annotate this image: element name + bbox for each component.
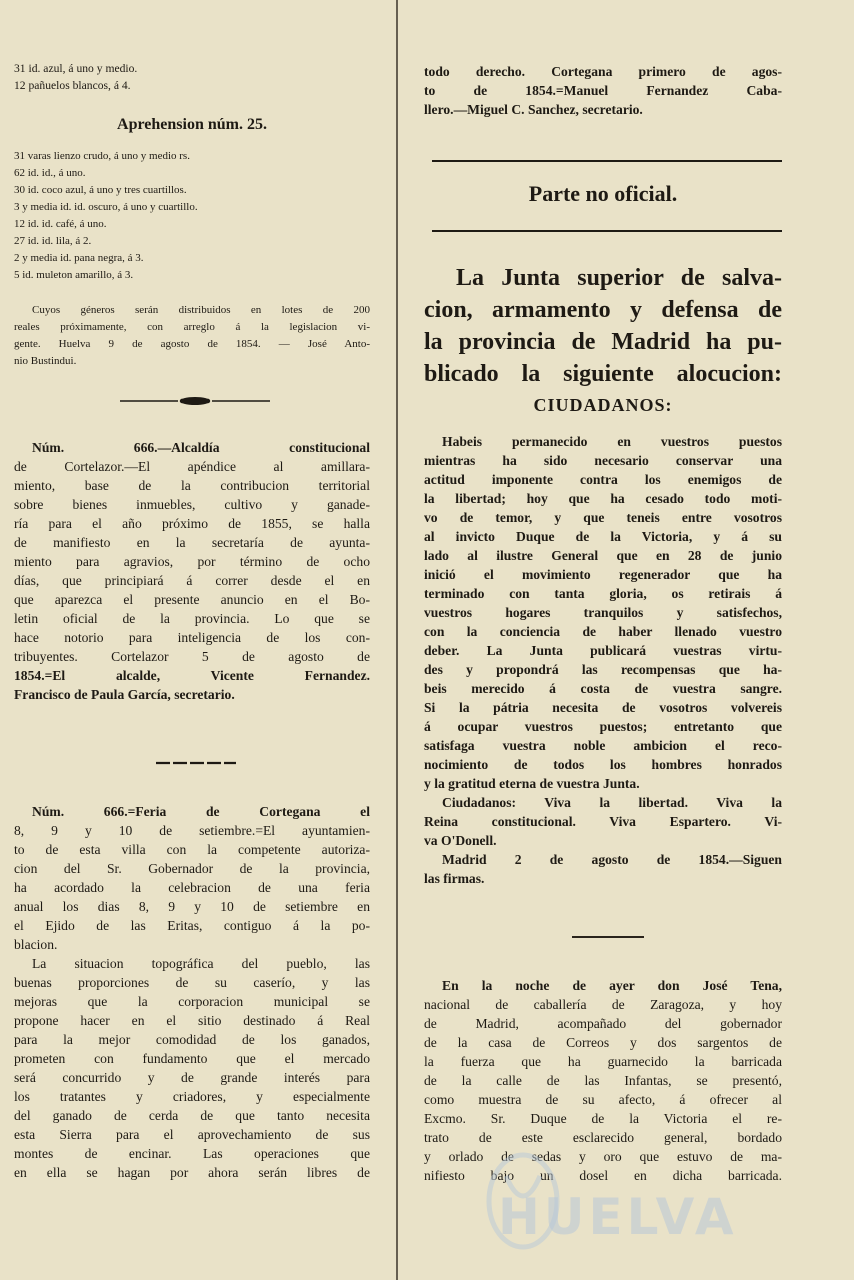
aprehension-note	[14, 302, 370, 370]
proclamation-line: á ocupar vuestros puestos; entretanto que	[424, 719, 782, 734]
notice-line: ha acordado la celebracion de una feria	[14, 880, 370, 895]
notice-line: montes de encinar. Las operaciones que	[14, 1146, 370, 1161]
section-rule-top	[432, 160, 782, 162]
list-item: 12 id. id. café, á uno.	[14, 218, 107, 230]
notice-line: hace notorio para inteligencia de los con-	[14, 630, 370, 645]
note-line: reales próximamente, con arreglo á la legislacion vi-	[14, 321, 370, 333]
notice-line: de manifiesto en la secretaría de ayunta-	[14, 535, 370, 550]
proclamation-line: con la conciencia de haber llenado vuestro	[424, 624, 782, 639]
notice-cortelazor	[14, 438, 370, 704]
signoff-line: Madrid 2 de agosto de 1854.—Siguen	[442, 852, 782, 867]
notice-line: esta Sierra para el aprovechamiento de sus	[14, 1127, 370, 1142]
short-divider	[156, 758, 236, 768]
notice-line: que aparezca el presente anuncio en el Bo-	[14, 592, 370, 607]
notice-line: anual los dias 8, 9 y 10 de setiembre en	[14, 899, 370, 914]
proclamation	[424, 432, 782, 888]
list-item: 27 id. id. lila, á 2.	[14, 235, 92, 247]
notice-line: buenas proporciones de su caserío, y las	[14, 975, 370, 990]
news-line: trato de este esclarecido general, bordado	[424, 1130, 782, 1145]
notice-line: miento, base de la contribucion territorial	[14, 478, 370, 493]
notice-line: La situacion topográfica del pueblo, las	[32, 956, 370, 971]
signoff-line: las firmas.	[424, 871, 485, 886]
proclamation-line: satisfaga vuestra noble ambicion el reco-	[424, 738, 782, 753]
headline-line: cion, armamento y defensa de	[424, 297, 782, 323]
notice-line: en ella se hagan por ahora serán libres de	[14, 1165, 370, 1180]
notice-line: miento para agravios, por término de ocho	[14, 554, 370, 569]
news-line: nifiesto bajo un dosel en dicha barricada.	[424, 1168, 782, 1183]
proclamation-line: nocimiento de todos los hombres honrados	[424, 757, 782, 772]
news-line: como muestra de su afecto, á ofrecer al	[424, 1092, 782, 1107]
news-line: de Madrid, acompañado del gobernador	[424, 1016, 782, 1031]
notice-line: to de esta villa con la competente autoriza-	[14, 842, 370, 857]
notice-line: los tratantes y criadores, y especialmente	[14, 1089, 370, 1104]
notice-line: 1854.=El alcalde, Vicente Fernandez.	[14, 668, 370, 683]
proclamation-line: lado al ilustre General que en 28 de junio	[424, 548, 782, 563]
list-item: 31 varas lienzo crudo, á uno y medio rs.	[14, 150, 190, 162]
notice-line: todo derecho. Cortegana primero de agos-	[424, 64, 782, 79]
notice-line: propone hacer en el sitio destinado á Real	[14, 1013, 370, 1028]
list-item: 62 id. id., á uno.	[14, 167, 86, 179]
cheers-line: Ciudadanos: Viva la libertad. Viva la	[442, 795, 782, 810]
salutation-block	[424, 392, 782, 418]
notice-line: llero.—Miguel C. Sanchez, secretario.	[424, 102, 643, 117]
list-line: 12 pañuelos blancos, á 4.	[14, 79, 131, 92]
notice-line: ría para el año próximo de 1855, se halla	[14, 516, 370, 531]
notice-line: cion del Sr. Gobernador de la provincia,	[14, 861, 370, 876]
notice-line: 8, 9 y 10 de setiembre.=El ayuntamien-	[14, 823, 370, 838]
news-line: En la noche de ayer don José Tena,	[442, 978, 782, 993]
junta-headline	[424, 262, 782, 390]
short-rule	[572, 936, 644, 938]
notice-line: será concurrido y de grande interés para	[14, 1070, 370, 1085]
notice-line: prometen con fundamento que el mercado	[14, 1051, 370, 1066]
ornament-divider	[120, 396, 270, 406]
notice-line: letin oficial de la provincia. Lo que se	[14, 611, 370, 626]
proclamation-line: des y propondrá las recompensas que ha-	[424, 662, 782, 677]
proclamation-line: al invicto Duque de la Victoria, y á su	[424, 529, 782, 544]
proclamation-line: Si la pátria necesita de vosotros volvereis	[424, 700, 782, 715]
proclamation-line: y la gratitud eterna de vuestra Junta.	[424, 776, 640, 791]
cheers-line: Reina constitucional. Viva Espartero. Vi-	[424, 814, 782, 829]
proclamation-line: la libertad; hoy que ha cesado todo moti-	[424, 491, 782, 506]
headline-line: la provincia de Madrid ha pu-	[424, 329, 782, 355]
goods-list-top	[14, 60, 370, 94]
proclamation-line: beis merecido á costa de vuestra sangre.	[424, 681, 782, 696]
notice-line: días, que principiará á correr desde el en	[14, 573, 370, 588]
list-item: 30 id. coco azul, á uno y tres cuartillos.	[14, 184, 187, 196]
proclamation-line: terminado con tanta gloria, os retirais á	[424, 586, 782, 601]
notice-line: de Cortelazor.—El apéndice al amillara-	[14, 459, 370, 474]
proclamation-line: Habeis permanecido en vuestros puestos	[442, 434, 782, 449]
news-line: Excmo. Sr. Duque de la Victoria el re-	[424, 1111, 782, 1126]
headline-line: La Junta superior de salva-	[456, 265, 782, 291]
notice-line: el Ejido de las Eritas, contiguo á la po-	[14, 918, 370, 933]
right-column	[424, 0, 782, 1280]
news-line: la fuerza que ha guarnecido la barricada	[424, 1054, 782, 1069]
watermark-text: HUELVA	[498, 1188, 738, 1246]
note-line: gente. Huelva 9 de agosto de 1854. — José Anto-	[14, 338, 370, 350]
notice-line: mejoras que la corporacion municipal se	[14, 994, 370, 1009]
list-item: 2 y media id. pana negra, á 3.	[14, 252, 144, 264]
news-line: de la casa de Correos y dos sargentos de	[424, 1035, 782, 1050]
column-divider	[396, 0, 398, 1280]
salutation: CIUDADANOS:	[533, 395, 673, 415]
note-line: Cuyos géneros serán distribuidos en lotes de 200	[32, 304, 370, 316]
news-line: de la calle de las Infantas, se presentó,	[424, 1073, 782, 1088]
headline-line: blicado la siguiente alocucion:	[424, 361, 782, 387]
notice-cortegana-fair	[14, 802, 370, 1182]
cheers-line: va O'Donell.	[424, 833, 497, 848]
notice-line: Núm. 666.—Alcaldía constitucional	[32, 440, 370, 455]
list-line: 31 id. azul, á uno y medio.	[14, 62, 138, 75]
section-rule-bottom	[432, 230, 782, 232]
left-column	[14, 0, 370, 1280]
aprehension-title: Aprehension núm. 25.	[117, 116, 267, 133]
proclamation-line: vuestros hogares tranquilos y satisfechos,	[424, 605, 782, 620]
notice-line: sobre bienes inmuebles, cultivo y ganade-	[14, 497, 370, 512]
section-title: Parte no oficial.	[528, 181, 678, 206]
proclamation-line: inició el movimiento regenerador que ha	[424, 567, 782, 582]
proclamation-line: actitud imponente contra los enemigos de	[424, 472, 782, 487]
proclamation-line: vo de temor, y que teneis entre vosotros	[424, 510, 782, 525]
notice-line: blacion.	[14, 937, 58, 952]
section-heading	[424, 176, 782, 212]
aprehension-heading	[14, 112, 370, 138]
aprehension-items	[14, 148, 370, 284]
notice-line: to de 1854.=Manuel Fernandez Caba-	[424, 83, 782, 98]
cortegana-continuation	[424, 62, 782, 119]
proclamation-line: deber. La Junta publicará vuestras virtu-	[424, 643, 782, 658]
notice-line: tribuyentes. Cortelazor 5 de agosto de	[14, 649, 370, 664]
news-line: nacional de caballería de Zaragoza, y hoy	[424, 997, 782, 1012]
notice-line: del ganado de cerda de que tanto necesita	[14, 1108, 370, 1123]
notice-line: Francisco de Paula García, secretario.	[14, 687, 235, 702]
list-item: 3 y media id. id. oscuro, á uno y cuartillo.	[14, 201, 198, 213]
proclamation-line: mientras ha sido necesario conservar una	[424, 453, 782, 468]
news-line: y orlado de sedas y oro que estuvo de ma-	[424, 1149, 782, 1164]
notice-line: Núm. 666.=Feria de Cortegana el	[32, 804, 370, 819]
list-item: 5 id. muleton amarillo, á 3.	[14, 269, 134, 281]
note-line: nio Bustindui.	[14, 355, 77, 367]
notice-line: para la mejor comodidad de los ganados,	[14, 1032, 370, 1047]
